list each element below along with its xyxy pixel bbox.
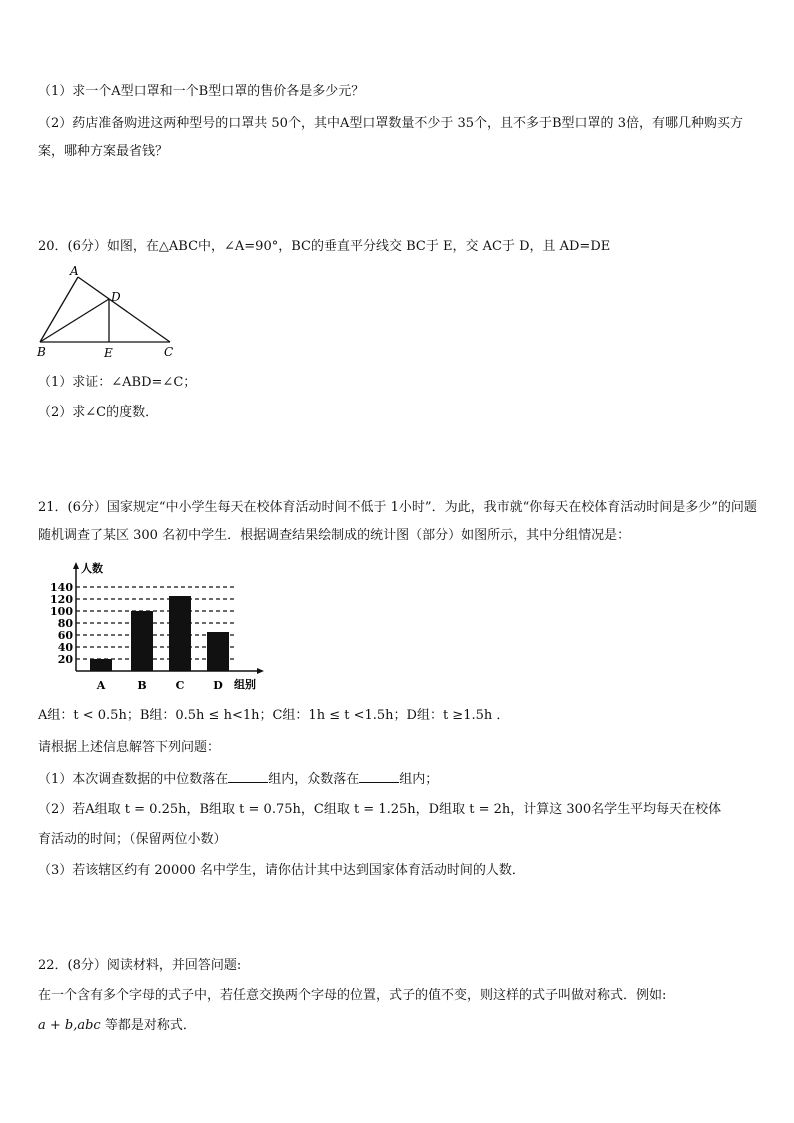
bar-B [131,611,153,671]
q19-part1: （1）求一个A型口罩和一个B型口罩的售价各是多少元？ [38,84,365,99]
x-tick-label-C: C [175,679,185,692]
q20-part1: （1）求证：∠ABD=∠C； [38,375,197,390]
bar-A [90,659,112,671]
q20-stem: 20．(6分）如图，在△ABC中，∠A=90°，BC的垂直平分线交 BC于 E，交 AC于 D，且 AD=DE [38,239,611,254]
label-A: A [70,264,79,278]
label-C: C [164,345,174,359]
label-E: E [104,346,113,360]
q21-part2-line1: （2）若A组取 t = 0.25h，B组取 t = 0.75h，C组取 t = 1.25h，D组取 t = 2h，计算这 300名学生平均每天在校体 [38,802,722,817]
triangle-figure [30,264,190,364]
y-tick-label: 80 [57,617,73,630]
bar-C [169,596,191,671]
x-tick-label-D: D [213,679,223,692]
label-B: B [37,345,46,359]
q22-stem: 22．(8分）阅读材料，并回答问题: [38,958,242,973]
y-tick-label: 100 [50,605,73,618]
q21-part3: （3）若该辖区约有 20000 名中学生，请你估计其中达到国家体育活动时间的人数． [38,863,525,878]
q21-stem: 21．(6分）国家规定“中小学生每天在校体育活动时间不低于 1小时”．为此，我市就“你每天在校体育活动时间是多少”的问题随机调查了某区 300 名初中学生．根据调查结果绘制成的统计图（部分）如图所示，其中分组情况是： [38,500,757,543]
blank-median[interactable] [228,770,268,783]
q22-para2: a + b,abc 等都是对称式． [38,1018,196,1033]
q20-part2: （2）求∠C的度数． [38,405,159,420]
y-tick-label: 60 [57,629,73,642]
y-tick-label: 140 [50,581,73,594]
label-D: D [111,290,121,304]
q21-intro: 请根据上述信息解答下列问题： [38,740,221,755]
y-tick-label: 120 [50,593,73,606]
q21-groups: A组：t < 0.5h；B组：0.5h ≤ h<1h；C组：1h ≤ t <1.5h；D组：t ≥1.5h ． [38,708,510,723]
q19-part2: （2）药店准备购进这两种型号的口罩共 50个，其中A型口罩数量不少于 35个，且不多于B型口罩的 3倍，有哪几种购买方案，哪种方案最省钱？ [38,116,743,159]
q21-part1: （1）本次调查数据的中位数落在 组内，众数落在 组内； [38,772,439,787]
bar-D [207,632,229,671]
x-axis-label: 组别 [234,678,256,691]
q21-part2-line2: 育活动的时间；（保留两位小数） [38,832,227,847]
bar-chart [36,560,276,700]
q22-para1: 在一个含有多个字母的式子中，若任意交换两个字母的位置，式子的值不变，则这样的式子叫做对称式．例如: [38,988,667,1003]
y-axis-label: 人数 [81,562,103,575]
y-tick-label: 40 [57,641,73,654]
x-tick-label-B: B [137,679,147,692]
blank-mode[interactable] [359,770,399,783]
x-tick-label-A: A [96,679,106,692]
y-tick-label: 20 [57,653,73,666]
